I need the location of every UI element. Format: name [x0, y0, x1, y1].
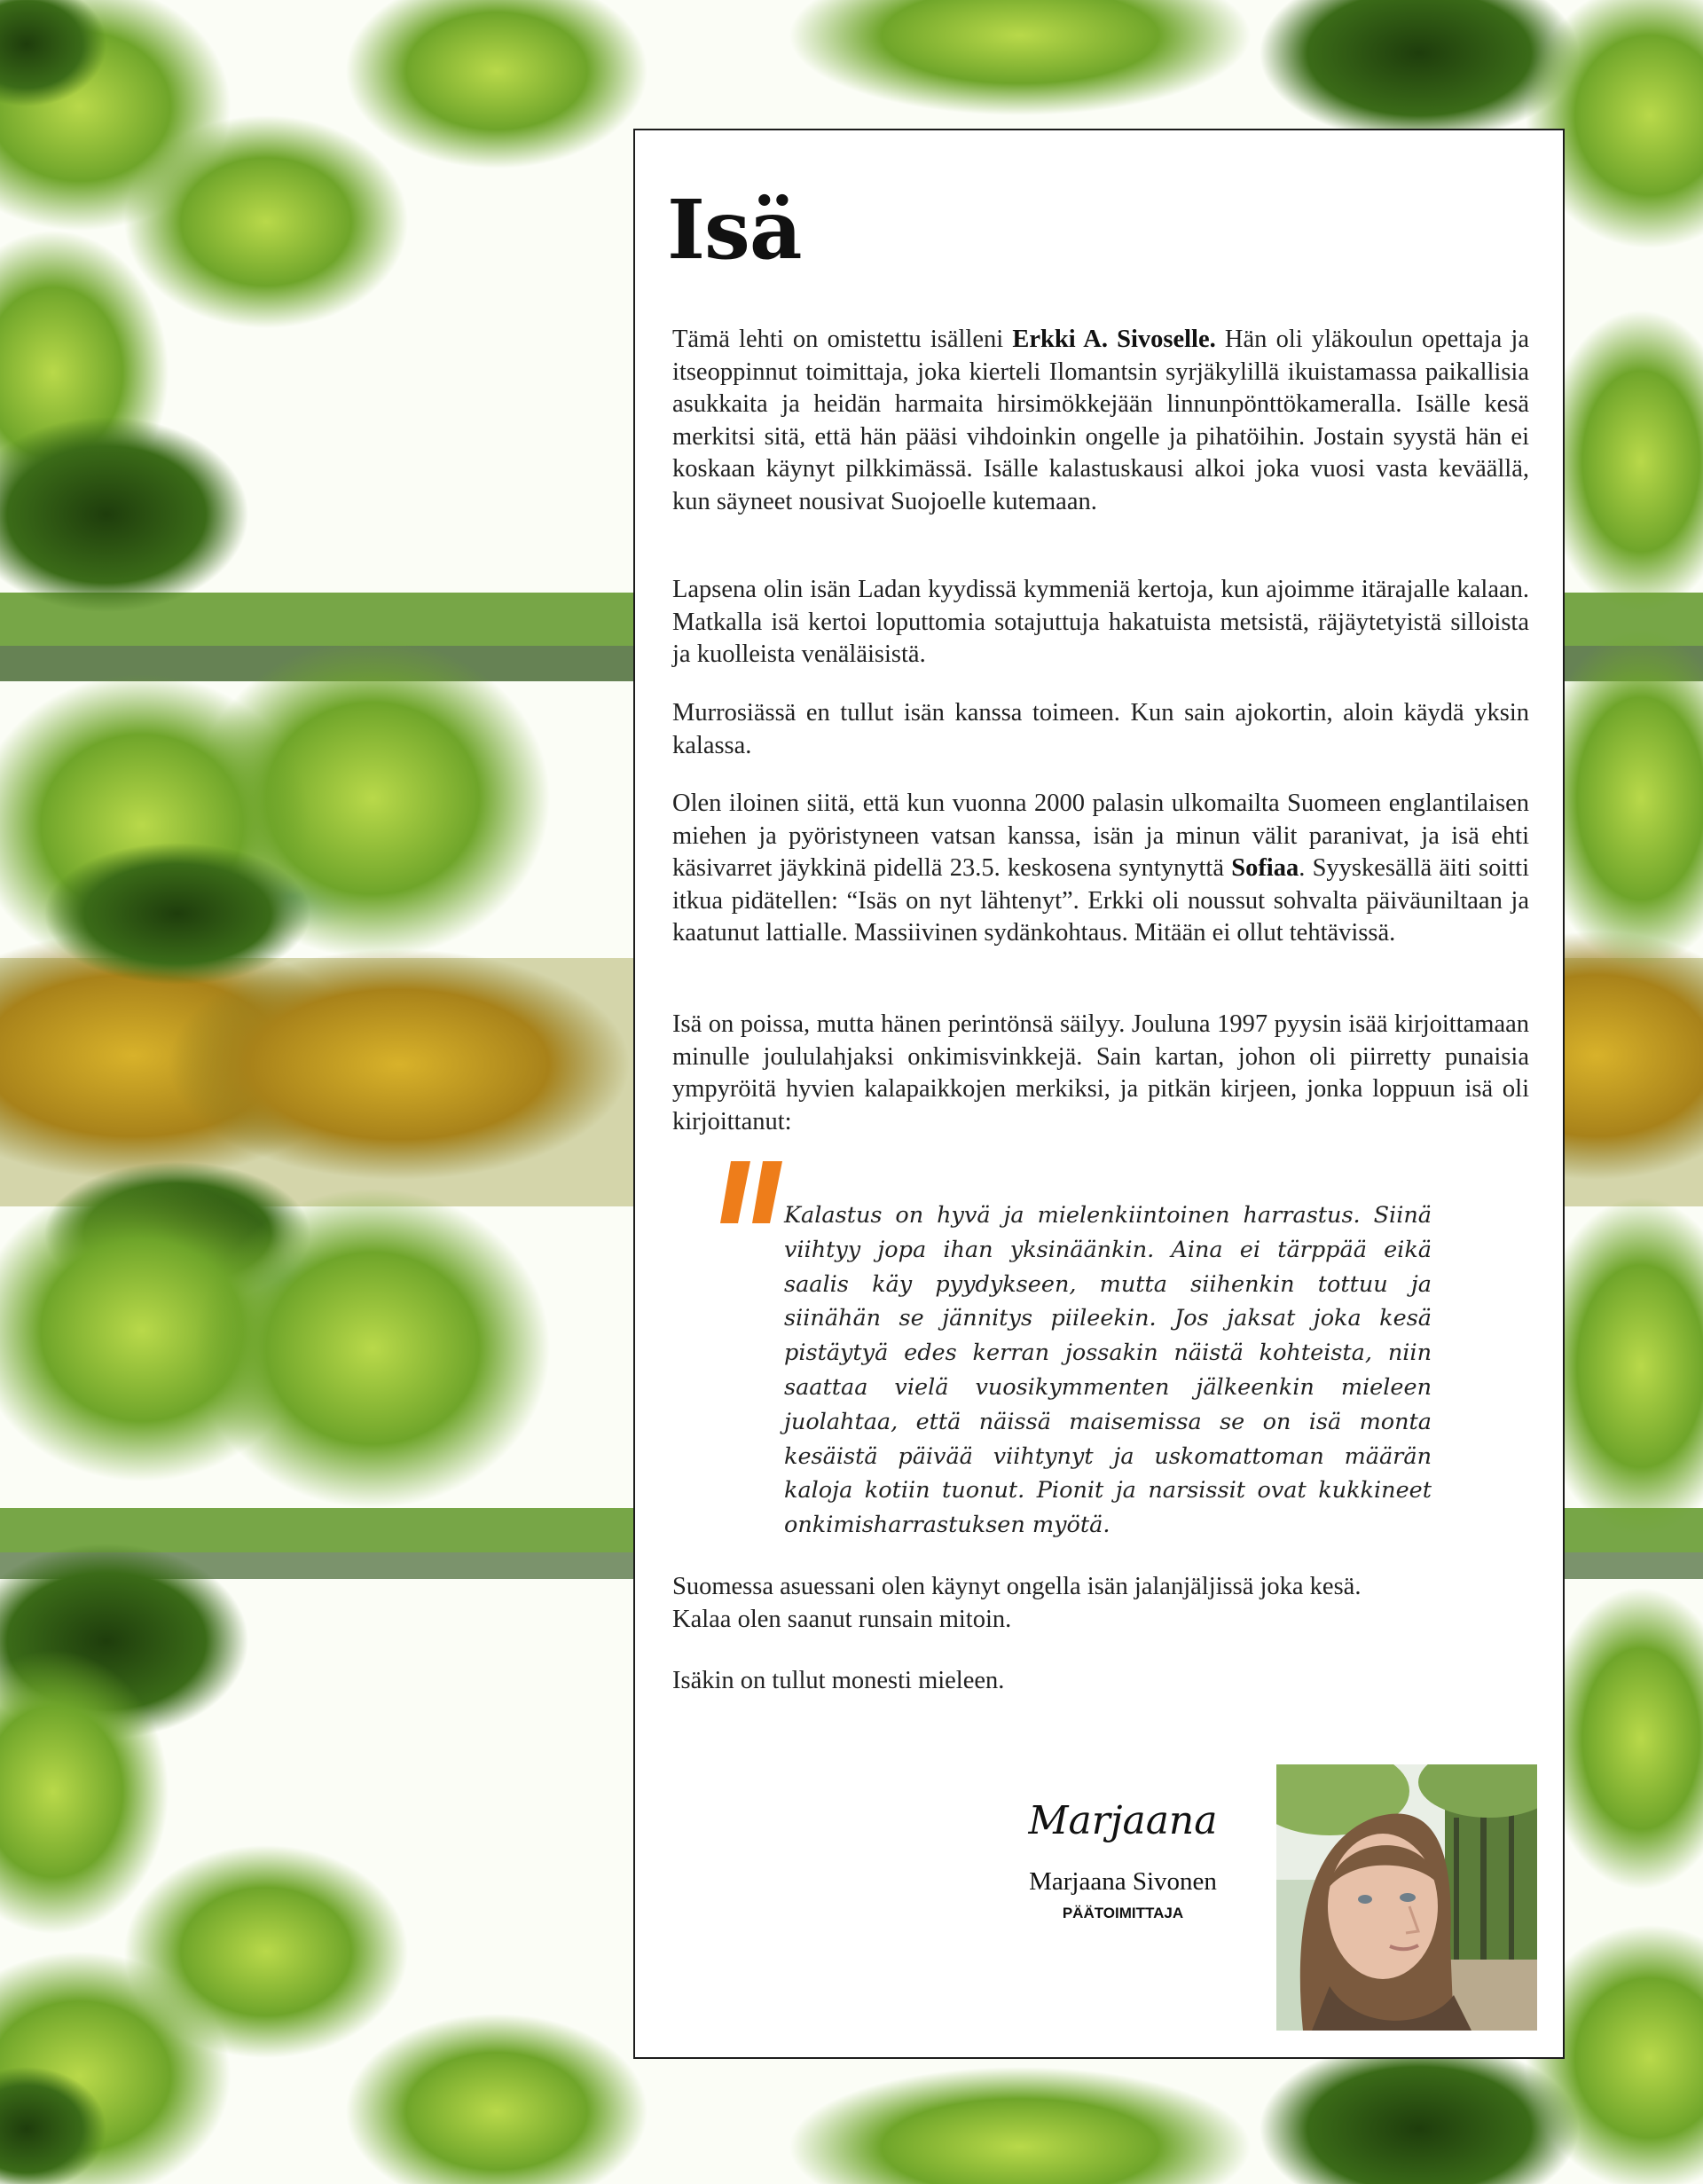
quote-mark-shape	[718, 1158, 788, 1229]
quote-mark-icon	[718, 1158, 788, 1229]
paragraph-6-line-2: Kalaa olen saanut runsain mitoin.	[672, 1605, 1012, 1633]
paragraph-1-intro: Tämä lehti on omistettu isälleni	[672, 326, 1013, 353]
paragraph-1-rest: Hän oli yläkoulun opettaja ja itseoppinnut toimittaja, joka kierteli Ilomantsin syrjäkylillä ikuistamassa paikallisia asukkaita ja heidän harmaita hirsimökkejään linnunpönttökameralla. Isälle kesä merkitsi sitä, että hän pääsi vihdoinkin ongelle ja pihatöihin. Jostain syystä hän ei koskaan käynyt pilkkimässä. Isälle kalastuskausi alkoi joka vuosi vasta keväällä, kun säyneet nousivat Suojoelle kutemaan.	[672, 326, 1529, 515]
paragraph-4-rest: . Syyskesällä äiti soitti itkua pidätellen: “Isäs on nyt lähtenyt”. Erkki oli noussut sohvalta päiväuniltaan ja kaatunut lattialle. Massiivinen sydänkohtaus. Mitään ei ollut tehtävissä.	[672, 854, 1529, 947]
paragraph-4	[672, 788, 1529, 950]
portrait-photo	[1276, 1764, 1537, 2031]
author-name: Marjaana Sivonen	[1029, 1867, 1217, 1896]
paragraph-5: Isä on poissa, mutta hänen perintönsä säilyy. Jouluna 1997 pyysin isää kirjoittamaan minulle joululahjaksi onkimisvinkkejä. Sain kartan, johon oli piirretty punaisia ympyröitä hyvien kalapaikkojen merkiksi, ja pitkän kirjeen, jonka loppuun isä oli kirjoittanut:	[672, 1010, 1529, 1135]
article-panel	[633, 129, 1565, 2059]
paragraph-3: Murrosiässä en tullut isän kanssa toimeen. Kun sain ajokortin, aloin käydä yksin kalassa.	[672, 699, 1529, 759]
paragraph-7: Isäkin on tullut monesti mieleen.	[672, 1667, 1005, 1694]
paragraph-2: Lapsena olin isän Ladan kyydissä kymmeniä kertoja, kun ajoimme itärajalle kalaan. Matkalla isä kertoi loputtomia sotajuttuja hakatuista metsistä, räjäytetyistä silloista ja kuolleista venäläisistä.	[672, 576, 1529, 668]
page-title: Isä	[667, 182, 802, 278]
author-role: PÄÄTOIMITTAJA	[1062, 1905, 1184, 1921]
pull-quote: Kalastus on hyvä ja mielenkiintoinen harrastus. Siinä viihtyy jopa ihan yksinäänkin. Aina ei tärppää eikä saalis käy pyydykseen, mutta siihenkin tottuu ja siinähän se jännitys piileekin. Jos jaksat joka kesä pistäytyä edes kerran jossakin näistä kohteista, niin saattaa vielä vuosikymmenten jälkeenkin mieleen juolahtaa, että näissä maisemissa se on isä monta kesäistä päivää viihtynyt ja uskomattoman määrän kaloja kotiin tuonut. Pionit ja narsissit ovat kukkineet onkimisharrastuksen myötä.	[784, 1202, 1432, 1539]
handwritten-signature: Marjaana	[1028, 1798, 1218, 1843]
daughter-name: Sofiaa	[1231, 854, 1299, 882]
paragraph-6-line-1: Suomessa asuessani olen käynyt ongella isän jalanjäljissä joka kesä.	[672, 1573, 1362, 1600]
portrait-photo-art	[1276, 1764, 1537, 2031]
paragraph-6	[672, 1571, 1529, 1636]
father-name: Erkki A. Sivoselle.	[1012, 326, 1216, 353]
paragraph-1	[672, 324, 1529, 518]
paragraph-4-intro: Olen iloinen siitä, että kun vuonna 2000 palasin ulkomailta Suomeen englantilaisen miehen ja pyöristyneen vatsan kanssa, isän ja minun välit paranivat, ja isä ehti käsivarret jäykkinä pidellä 23.5. keskosena syntynyttä	[672, 790, 1529, 882]
